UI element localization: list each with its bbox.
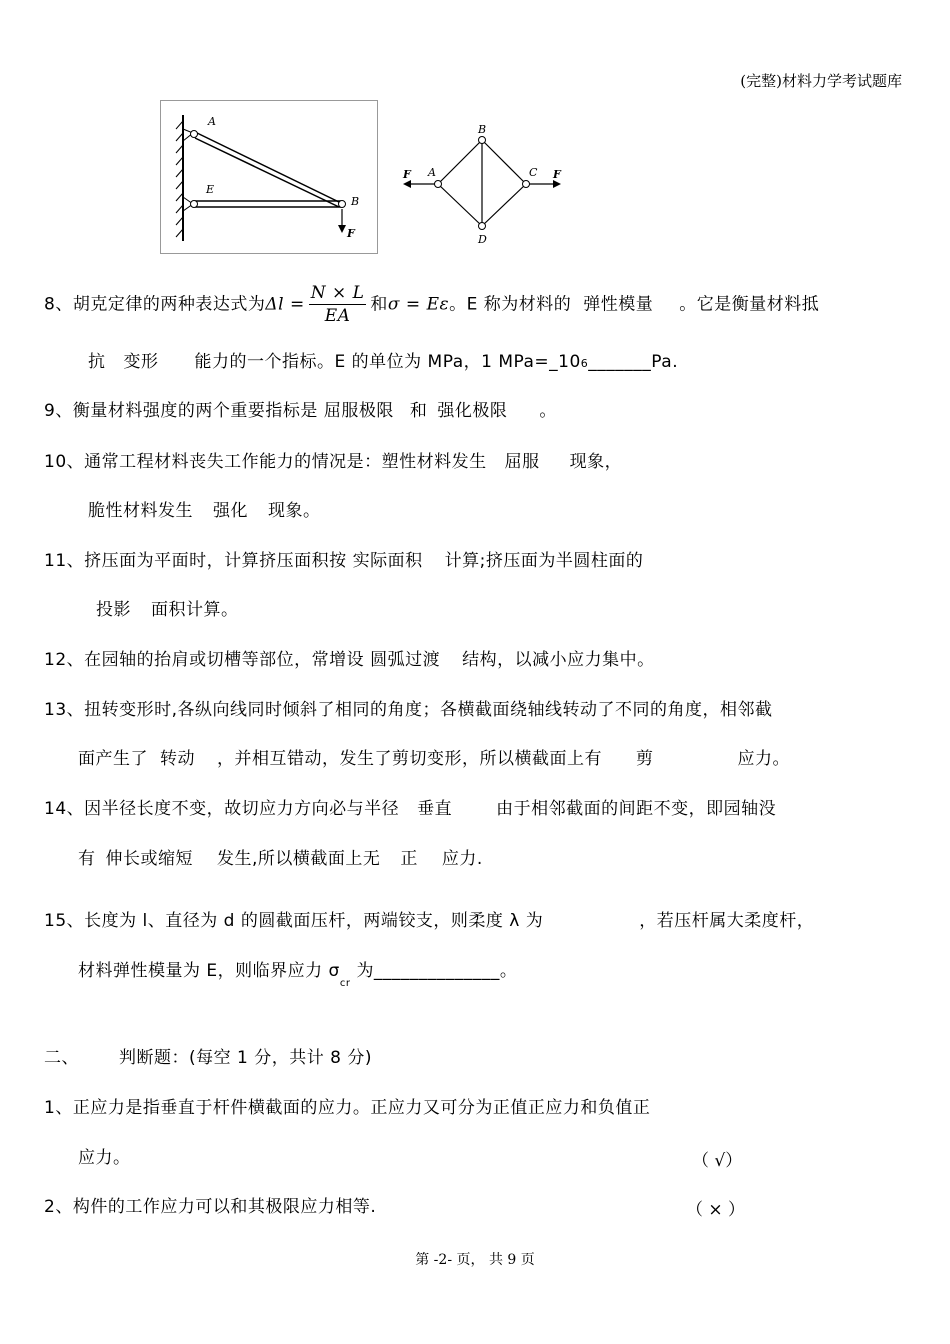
answer-strengthen-limit: 强化极限 [437,401,508,421]
label-b: B [351,195,360,208]
judge1-answer-mark: （ √） [692,1151,743,1171]
label-c2: C [529,166,538,179]
page-footer: 第 -2- 页， 共 9 页 [415,1252,535,1268]
judge1-line2: 应力。 [78,1148,131,1168]
answer-yield-limit: 屈服极限 [323,401,394,421]
q12-line: 12、在园轴的抬肩或切槽等部位，常增设 圆弧过渡 结构，以减小应力集中。 [44,650,655,670]
page-header-title: (完整)材料力学考试题库 [740,72,902,90]
answer-projection: 投影 [96,600,131,620]
label-e: E [206,183,215,196]
answer-deformation: 变形 [123,352,159,372]
answer-elastic-modulus: 弹性模量 [583,294,654,315]
answer-yield: 屈服 [504,452,540,472]
judge2-line: 2、构件的工作应力可以和其极限应力相等. [44,1197,377,1217]
q8-line1: 8、胡克定律的两种表达式为Δl = $\frac{N \times L}{EA}$ 和σ = Eε。E 称为材料的 弹性模量 。它是衡量材料抵 [44,283,820,326]
label-a: A [208,115,216,128]
q13-line2: 面产生了 转动 ，并相互错动，发生了剪切变形，所以横截面上有 剪 应力。 [78,749,790,769]
q8-line2: 抗 变形 能力的一个指标。E 的单位为 MPa，1 MPa=_106_______Pa. [88,352,679,372]
answer-actual-area: 实际面积 [352,551,423,571]
truss-figure-2 [395,108,575,258]
section2-heading: 二、 判断题：(每空 1 分，共计 8 分) [44,1048,373,1068]
label-f: F [347,227,355,240]
answer-perpendicular: 垂直 [417,799,453,819]
answer-elongation: 伸长或缩短 [105,849,193,869]
q11-line2: 投影 面积计算。 [96,600,239,620]
answer-strengthen: 强化 [213,501,248,521]
label-b2: B [478,123,487,136]
label-d2: D [478,233,487,246]
label-f-right: F [553,168,561,181]
truss-figure-1 [160,100,378,254]
q15-line2: 材料弹性模量为 E，则临界应力 $\sigma_{cr}$为______________。 [78,961,518,989]
answer-arc-transition: 圆弧过渡 [370,650,441,670]
judge2-answer-mark: （ × ） [686,1200,746,1220]
q10-line1: 10、通常工程材料丧失工作能力的情况是：塑性材料发生 屈服 现象， [44,452,623,472]
label-f-left: F [403,168,411,181]
answer-shear: 剪 [636,749,654,769]
q10-line2: 脆性材料发生 强化 现象。 [88,501,321,521]
hooke-fraction: $\frac{N \times L}{EA}$ [310,283,365,326]
answer-normal: 正 [400,849,418,869]
q14-line2: 有 伸长或缩短 发生,所以横截面上无 正 应力. [78,849,483,869]
label-a2: A [428,166,436,179]
q14-line1: 14、因半径长度不变，故切应力方向必与半径 垂直 由于相邻截面的间距不变，即园轴没 [44,799,777,819]
q15-line1: 15、长度为 l、直径为 d 的圆截面压杆，两端铰支，则柔度 λ 为 ，若压杆属大柔度杆， [44,911,815,931]
q11-line1: 11、挤压面为平面时，计算挤压面积按 实际面积 计算;挤压面为半圆柱面的 [44,551,644,571]
q13-line1: 13、扭转变形时,各纵向线同时倾斜了相同的角度；各横截面绕轴线转动了不同的角度，相邻截 [44,700,773,720]
answer-rotation: 转动 [160,749,195,769]
judge1-line1: 1、正应力是指垂直于杆件横截面的应力。正应力又可分为正值正应力和负值正 [44,1098,651,1118]
q9-line: 9、衡量材料强度的两个重要指标是 屈服极限 和 强化极限 。 [44,401,557,421]
